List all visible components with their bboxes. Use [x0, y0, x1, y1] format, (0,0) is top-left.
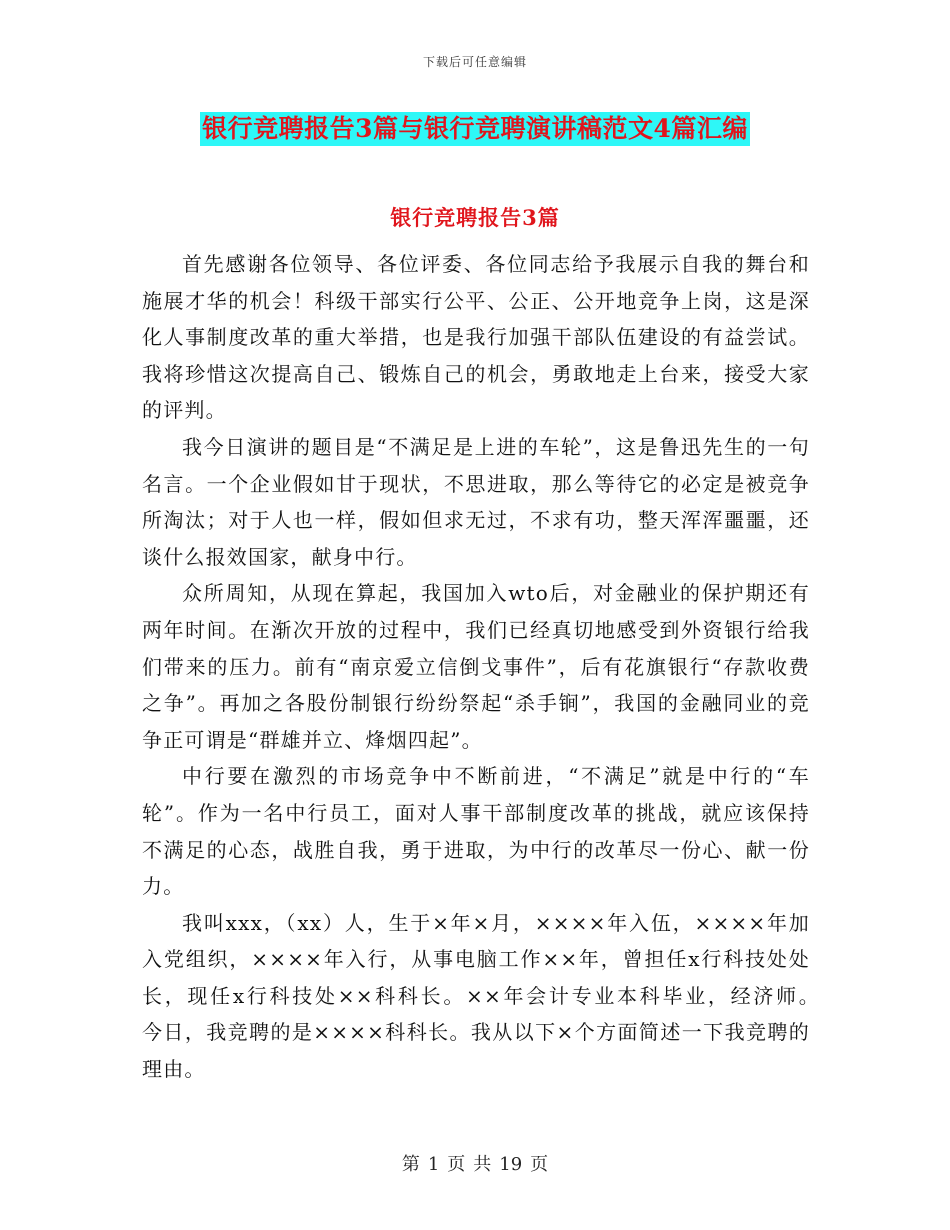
- section-title: 银行竞聘报告3篇: [390, 205, 560, 230]
- page-unit: 页: [447, 1154, 466, 1175]
- paragraph: 我叫xxx，（xx）人，生于×年×月，××××年入伍，××××年加入党组织，××××年入行，从事电脑工作××年，曾担任x行科技处处长，现任x行科技处××科科长。××年会计专业本科毕业，经济师。 今日，我竞聘的是××××科科长。我从以下×个方面简述一下我竞聘的理由。: [142, 910, 853, 1082]
- page-current: 1: [427, 1154, 440, 1175]
- main-title-wrap: [0, 112, 950, 146]
- document-title: 银行竞聘报告3篇与银行竞聘演讲稿范文4篇汇编: [200, 112, 750, 146]
- total-unit: 页: [530, 1154, 549, 1175]
- total-label: 共: [473, 1154, 492, 1175]
- page-footer: [0, 1150, 950, 1176]
- page-label: 第: [401, 1154, 420, 1175]
- page-total: 19: [499, 1154, 523, 1175]
- paragraph: 中行要在激烈的市场竞争中不断前进，“不满足”就是中行的“车轮”。作为一名中行员工，面对人事干部制度改革的挑战，就应该保持不满足的心态，战胜自我，勇于进取，为中行的改革尽一份心、献一份力。: [142, 764, 810, 899]
- paragraph: 我今日演讲的题目是“不满足是上进的车轮”，这是鲁迅先生的一句名言。一个企业假如甘于现状，不思进取，那么等待它的必定是被竞争所淘汰；对于人也一样，假如但求无过，不求有功，整天浑浑噩噩，还谈什么报效国家，献身中行。: [142, 434, 810, 569]
- paragraph: 众所周知，从现在算起，我国加入wto后，对金融业的保护期还有两年时间。在渐次开放的过程中，我们已经真切地感受到外资银行给我们带来的压力。前有“南京爱立信倒戈事件”，后有花旗银行“存款收费之争”。再加之各股份制银行纷纷祭起“杀手锏”，我国的金融同业的竞争正可谓是“群雄并立、烽烟四起”。: [142, 581, 810, 752]
- document-body: [142, 246, 853, 1088]
- paragraph: 首先感谢各位领导、各位评委、各位同志给予我展示自我的舞台和施展才华的机会！科级干部实行公平、公正、公开地竞争上岗，这是深化人事制度改革的重大举措，也是我行加强干部队伍建设的有益尝试。我将珍惜这次提高自己、锻炼自己的机会，勇敢地走上台来，接受大家的评判。: [142, 252, 810, 423]
- header-note: 下载后可任意编辑: [422, 55, 527, 69]
